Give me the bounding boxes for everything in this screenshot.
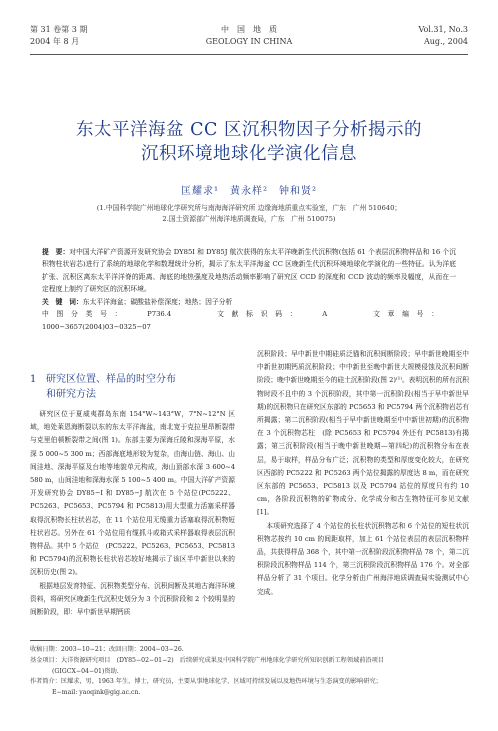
issue-date-en: Aug., 2004	[423, 37, 468, 46]
section-heading	[30, 372, 235, 402]
abstract-label: 提 要：	[42, 248, 70, 256]
clc: 中图分类号： P736.4	[42, 310, 172, 319]
document-code: 文献标识码： A	[217, 310, 328, 319]
body-paragraph: 沉积阶段；早中新世中期硅质泛锚和沉积间断阶段；早中新世晚期至中中新世初期钙质沉积阶段；中中新世至晚中新世大规模侵蚀及沉积间断阶段；晚中新世晚期至今的硅土沉积阶段(图 2)⁽¹⁾。表明沉积的所有沉积物时段不且中的 3 个沉积阶段，其中第一沉积阶段(相当于早中新世早期)的沉积物只在研究区东部的 PC5653 和 PC5794 两个沉积物岩芯有所揭露；第二沉积阶段(相当于早中新世晚期至中中新世初期)的沉积物在 3 个沉积物芯柱 (除 PC5653 和 PC5794 外还有 PC5813)有揭露；第三沉积阶段(相当于晚中新世晚期—第四纪)的沉积物分布在表层，易于取样，样品分布广泛；沉积物的类型和厚度变化较大，在研究区西部的 PC5222 和 PC5263 两个站位揭露的厚度达 8 m，而在研究区东部的 PC5653、PC5813 以及 PC5794 站位的厚度只有约 10 cm，各阶段沉积物的矿物成分、化学成分和古生物特征可参见文献[1]。	[257, 350, 469, 517]
abstract	[42, 246, 456, 295]
affiliation-2: 2.国土资源部广州海洋地质调查局，广东 广州 510075)	[162, 214, 336, 223]
keywords-text: 东太平洋海盆；碳酸盐补偿深度；地热；因子分析	[82, 298, 233, 307]
keywords-label: 关 键 词：	[42, 298, 83, 307]
body-paragraph: 本项研究选择了 4 个站位的长柱状沉积物芯和 6 个站位的短柱状沉积物芯按约 10 cm 的间距取样，加上 61 个站位表层的表层沉积物样品，共获得样品 368 个，其中第一沉积阶段沉积物样品 78 个，第二沉积阶段沉积物样品 114 个，第三沉积阶段沉积物样品 176 个。对全部样品分析了 31 个项目。化学分析由广州海洋地质调查局实验测试中心完成。	[257, 521, 469, 596]
issue-date: 2004 年 8 月	[30, 37, 80, 46]
footnote-divider	[30, 640, 180, 641]
author-list: 匡耀求¹ 黄永样² 钟和贤²	[180, 186, 318, 197]
affiliations	[0, 203, 498, 224]
author-bio: 作者简介：匡耀求，男，1963 年生，博士，研究员，主要从事地球化学、区域可持续发展以及地热环境与生态演变的影响研究；	[30, 678, 382, 686]
keywords	[42, 296, 456, 308]
section-title-line-2: 和研究方法	[46, 389, 96, 400]
body-paragraph: 根据地层发育特征、沉积物类型分布、沉积间断及其地古海洋环境资料，将研究区晚新生代沉积史划分为 3 个沉积阶段和 2 个较明显的间断阶段，即：早中新世早期钙质	[30, 581, 235, 617]
section-title-line-1: 研究区位置、样品的时空分布	[46, 374, 176, 385]
abstract-text: 对中国大洋矿产资源开发研究协会 DY85I 和 DY85J 航次获得的东太平洋晚新生代沉积物(包括 61 个表层沉积物样品和 16 个沉积物柱状岩芯)进行了系统的地球化学和数理统计分析，揭示了东太平洋海盆 CC 区晚新生代沉积环境地球化学演化的一些特征。认为洋底扩张、沉积区离东太平洋洋脊的距离、海底的地热强度及地热活动频率影响了研究区 CCD 的深度和 CCD 波动的频率及幅度，从而在一定程度上制约了研究区的沉积环境。	[42, 248, 457, 293]
section-number: 1	[30, 374, 37, 385]
title-line-1: 东太平洋海盆 CC 区沉积物因子分析揭示的	[76, 120, 422, 140]
author-email: E−mail: yaoqink@gig.ac.cn.	[52, 689, 141, 697]
fund-info: 基金项目：大洋资源研究项目 (DY85−02−01−2) 后续研究成果及中国科学院广州地球化学研究所知识创新工程领域前沿项目	[30, 656, 384, 664]
volume-issue: 第 31 卷第 3 期	[30, 25, 88, 34]
classification-line	[42, 308, 456, 333]
affiliation-1: (1.中国科学院广州地球化学研究所与南海海洋研究所 边缘海地质重点实验室，广东 广州 510640；	[96, 204, 402, 212]
journal-name-en: GEOLOGY IN CHINA	[205, 37, 293, 46]
body-column-left	[30, 408, 235, 619]
received-date: 收稿日期：2003−10−21；改回日期：2004−03−26.	[30, 646, 184, 653]
fund-info-cont: (GIGCX−04−01)资助.	[52, 667, 119, 675]
title-line-2: 沉积环境地球化学演化信息	[141, 144, 357, 164]
body-paragraph: 研究区位于夏威夷群岛东南 154°W~143°W，7°N~12°N 区域，地处莱恩海断裂以东的东太平洋海盆，南北宽于克拉里昂断裂带与克里伯顿断裂带之间(图 1)。东部主要为深海丘陵和深海平原，水深 5 000~5 300 m；西部海底地形较为复杂，由海山链、海山、山间洼地、深海平原及台地等地貌单元构成，海山顶部水深 3 600~4 580 m，山间洼地和深海水深 5 100~5 400 m。中国大洋矿产资源开发研究协会 DY85−I 和 DY85−J 航次在 5 个站位(PC5222、PC5263、PC5653、PC5794 和 PC5813)用大型重力活塞采样器取得沉积物长柱状岩芯，在 11 个站位用无缆重力活塞取得沉积物短柱状岩芯。另外在 61 个站位用有缆抓斗或箱式采样器取得表层沉积物样品。其中 5 个站位 (PC5222、PC5263、PC5653、PC5813 和 PC5794)的沉积物长柱状岩芯较好地揭示了该区半中新世以来的沉积历史(图 2)。	[30, 410, 235, 577]
abstract-block	[42, 246, 456, 333]
running-header-right	[418, 24, 468, 48]
article-title	[0, 118, 498, 166]
footnotes	[30, 645, 468, 699]
volume-issue-en: Vol.31, No.3	[418, 25, 468, 34]
journal-name-cn: 中 国 地 质	[221, 25, 277, 34]
article-number: 文章编号：1000−3657(2004)03−0325−07	[42, 310, 438, 331]
header-divider	[30, 54, 468, 55]
body-column-right	[257, 348, 469, 599]
